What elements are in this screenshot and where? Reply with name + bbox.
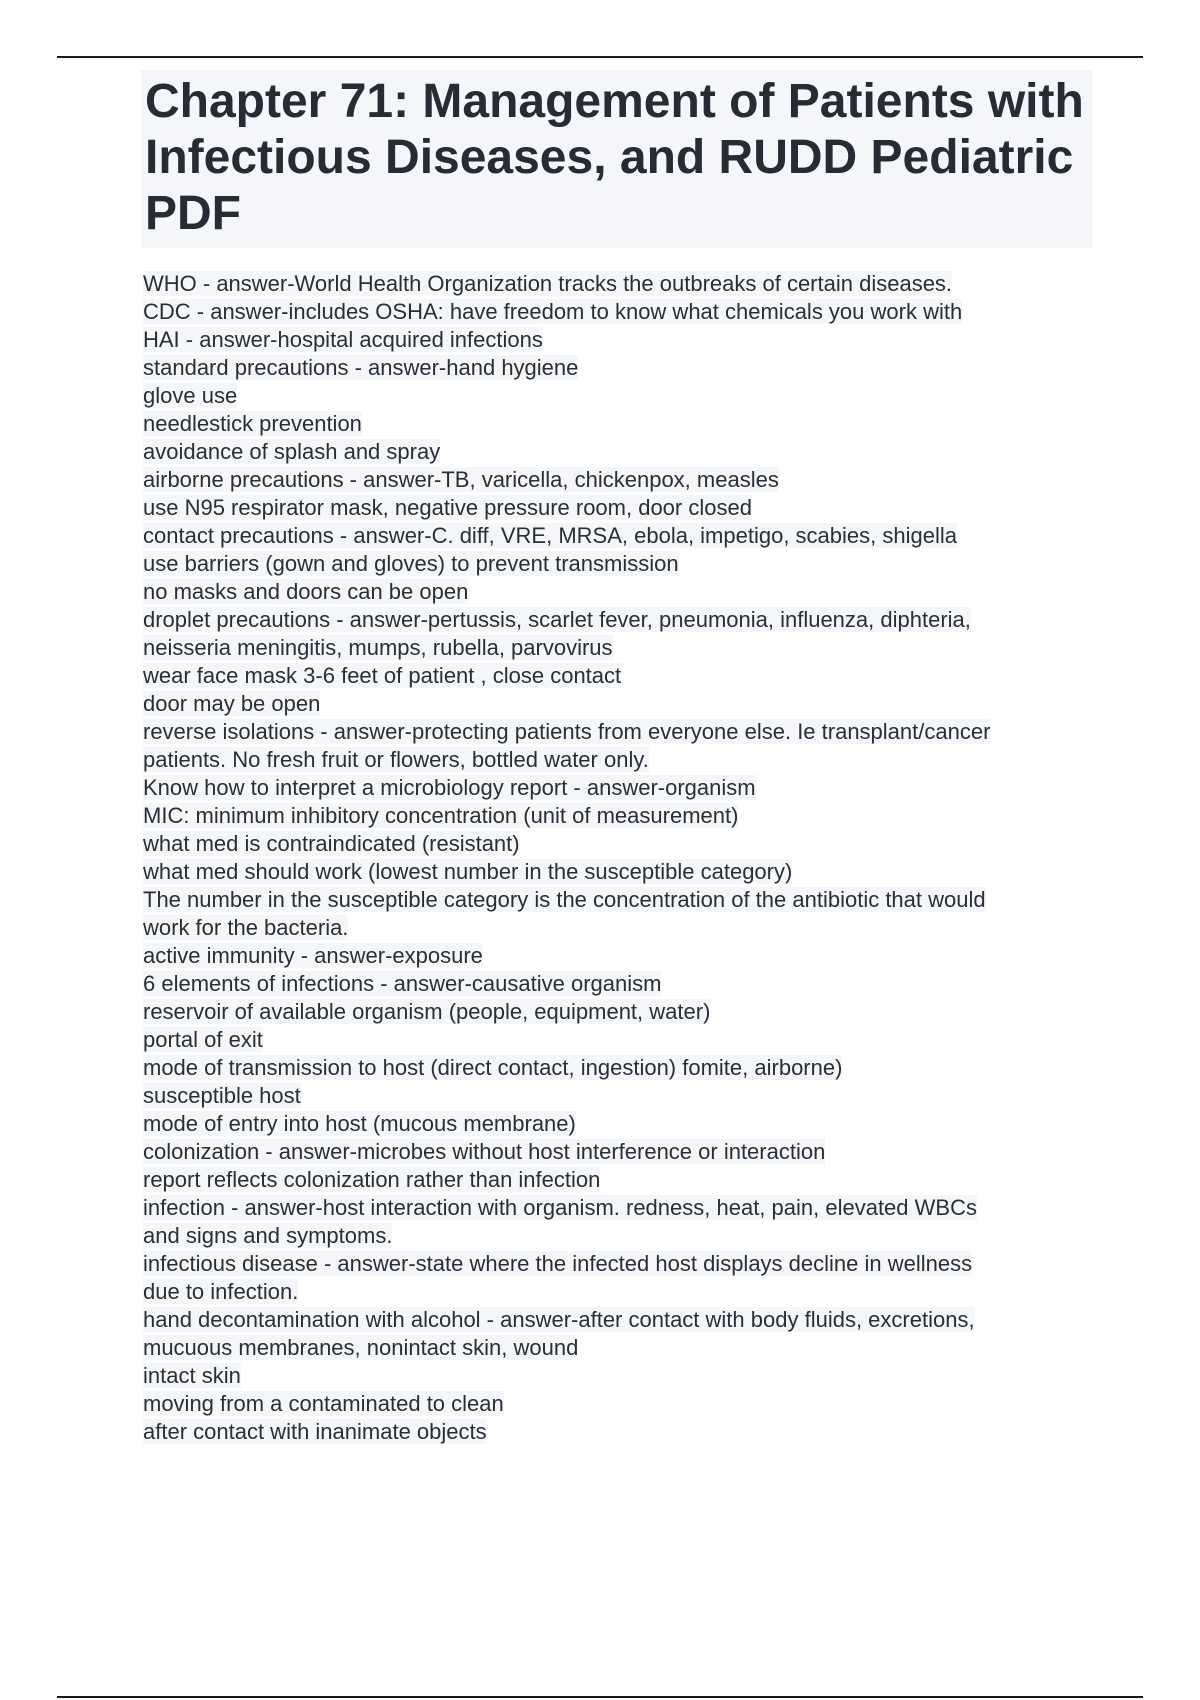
- text-line: Know how to interpret a microbiology report - answer-organism: [143, 775, 756, 800]
- text-line: active immunity - answer-exposure: [143, 943, 483, 968]
- text-line: droplet precautions - answer-pertussis, scarlet fever, pneumonia, influenza, diphteria,: [143, 607, 971, 632]
- text-line: airborne precautions - answer-TB, varicella, chickenpox, measles: [143, 467, 779, 492]
- text-line: infectious disease - answer-state where the infected host displays decline in wellness: [143, 1251, 973, 1276]
- text-line: reverse isolations - answer-protecting patients from everyone else. Ie transplant/cancer: [143, 719, 991, 744]
- text-line: use barriers (gown and gloves) to prevent transmission: [143, 551, 679, 576]
- text-line: mode of entry into host (mucous membrane): [143, 1111, 576, 1136]
- text-line: door may be open: [143, 691, 321, 716]
- text-line: wear face mask 3-6 feet of patient , close contact: [143, 663, 622, 688]
- text-line: needlestick prevention: [143, 411, 362, 436]
- text-line: 6 elements of infections - answer-causative organism: [143, 971, 662, 996]
- text-line: standard precautions - answer-hand hygiene: [143, 355, 579, 380]
- text-line: reservoir of available organism (people, equipment, water): [143, 999, 711, 1024]
- text-line: contact precautions - answer-C. diff, VRE, MRSA, ebola, impetigo, scabies, shigella: [143, 523, 957, 548]
- text-line: patients. No fresh fruit or flowers, bottled water only.: [143, 747, 649, 772]
- text-line: avoidance of splash and spray: [143, 439, 441, 464]
- document-body: [143, 70, 1093, 1446]
- flashcard-list: [143, 270, 1093, 1446]
- text-line: HAI - answer-hospital acquired infections: [143, 327, 543, 352]
- text-line: what med should work (lowest number in the susceptible category): [143, 859, 793, 884]
- text-line: CDC - answer-includes OSHA: have freedom to know what chemicals you work with: [143, 299, 963, 324]
- text-line: and signs and symptoms.: [143, 1223, 393, 1248]
- text-line: report reflects colonization rather than infection: [143, 1167, 601, 1192]
- text-line: moving from a contaminated to clean: [143, 1391, 504, 1416]
- title-block: [141, 70, 1093, 248]
- text-line: after contact with inanimate objects: [143, 1419, 487, 1444]
- text-line: The number in the susceptible category is the concentration of the antibiotic that would: [143, 887, 986, 912]
- top-divider: [57, 56, 1143, 58]
- text-line: glove use: [143, 383, 238, 408]
- text-line: WHO - answer-World Health Organization tracks the outbreaks of certain diseases.: [143, 271, 953, 296]
- bottom-divider: [57, 1696, 1143, 1698]
- text-line: portal of exit: [143, 1027, 263, 1052]
- text-line: mucuous membranes, nonintact skin, wound: [143, 1335, 579, 1360]
- text-line: work for the bacteria.: [143, 915, 349, 940]
- text-line: hand decontamination with alcohol - answer-after contact with body fluids, excretions,: [143, 1307, 975, 1332]
- text-line: infection - answer-host interaction with organism. redness, heat, pain, elevated WBCs: [143, 1195, 977, 1220]
- text-line: colonization - answer-microbes without host interference or interaction: [143, 1139, 826, 1164]
- text-line: intact skin: [143, 1363, 241, 1388]
- text-line: mode of transmission to host (direct contact, ingestion) fomite, airborne): [143, 1055, 843, 1080]
- text-line: what med is contraindicated (resistant): [143, 831, 520, 856]
- text-line: use N95 respirator mask, negative pressure room, door closed: [143, 495, 752, 520]
- document-title: Chapter 71: Management of Patients with Infectious Diseases, and RUDD Pediatric PDF: [145, 75, 1084, 240]
- text-line: due to infection.: [143, 1279, 299, 1304]
- text-line: MIC: minimum inhibitory concentration (unit of measurement): [143, 803, 739, 828]
- text-line: neisseria meningitis, mumps, rubella, parvovirus: [143, 635, 613, 660]
- text-line: susceptible host: [143, 1083, 301, 1108]
- text-line: no masks and doors can be open: [143, 579, 469, 604]
